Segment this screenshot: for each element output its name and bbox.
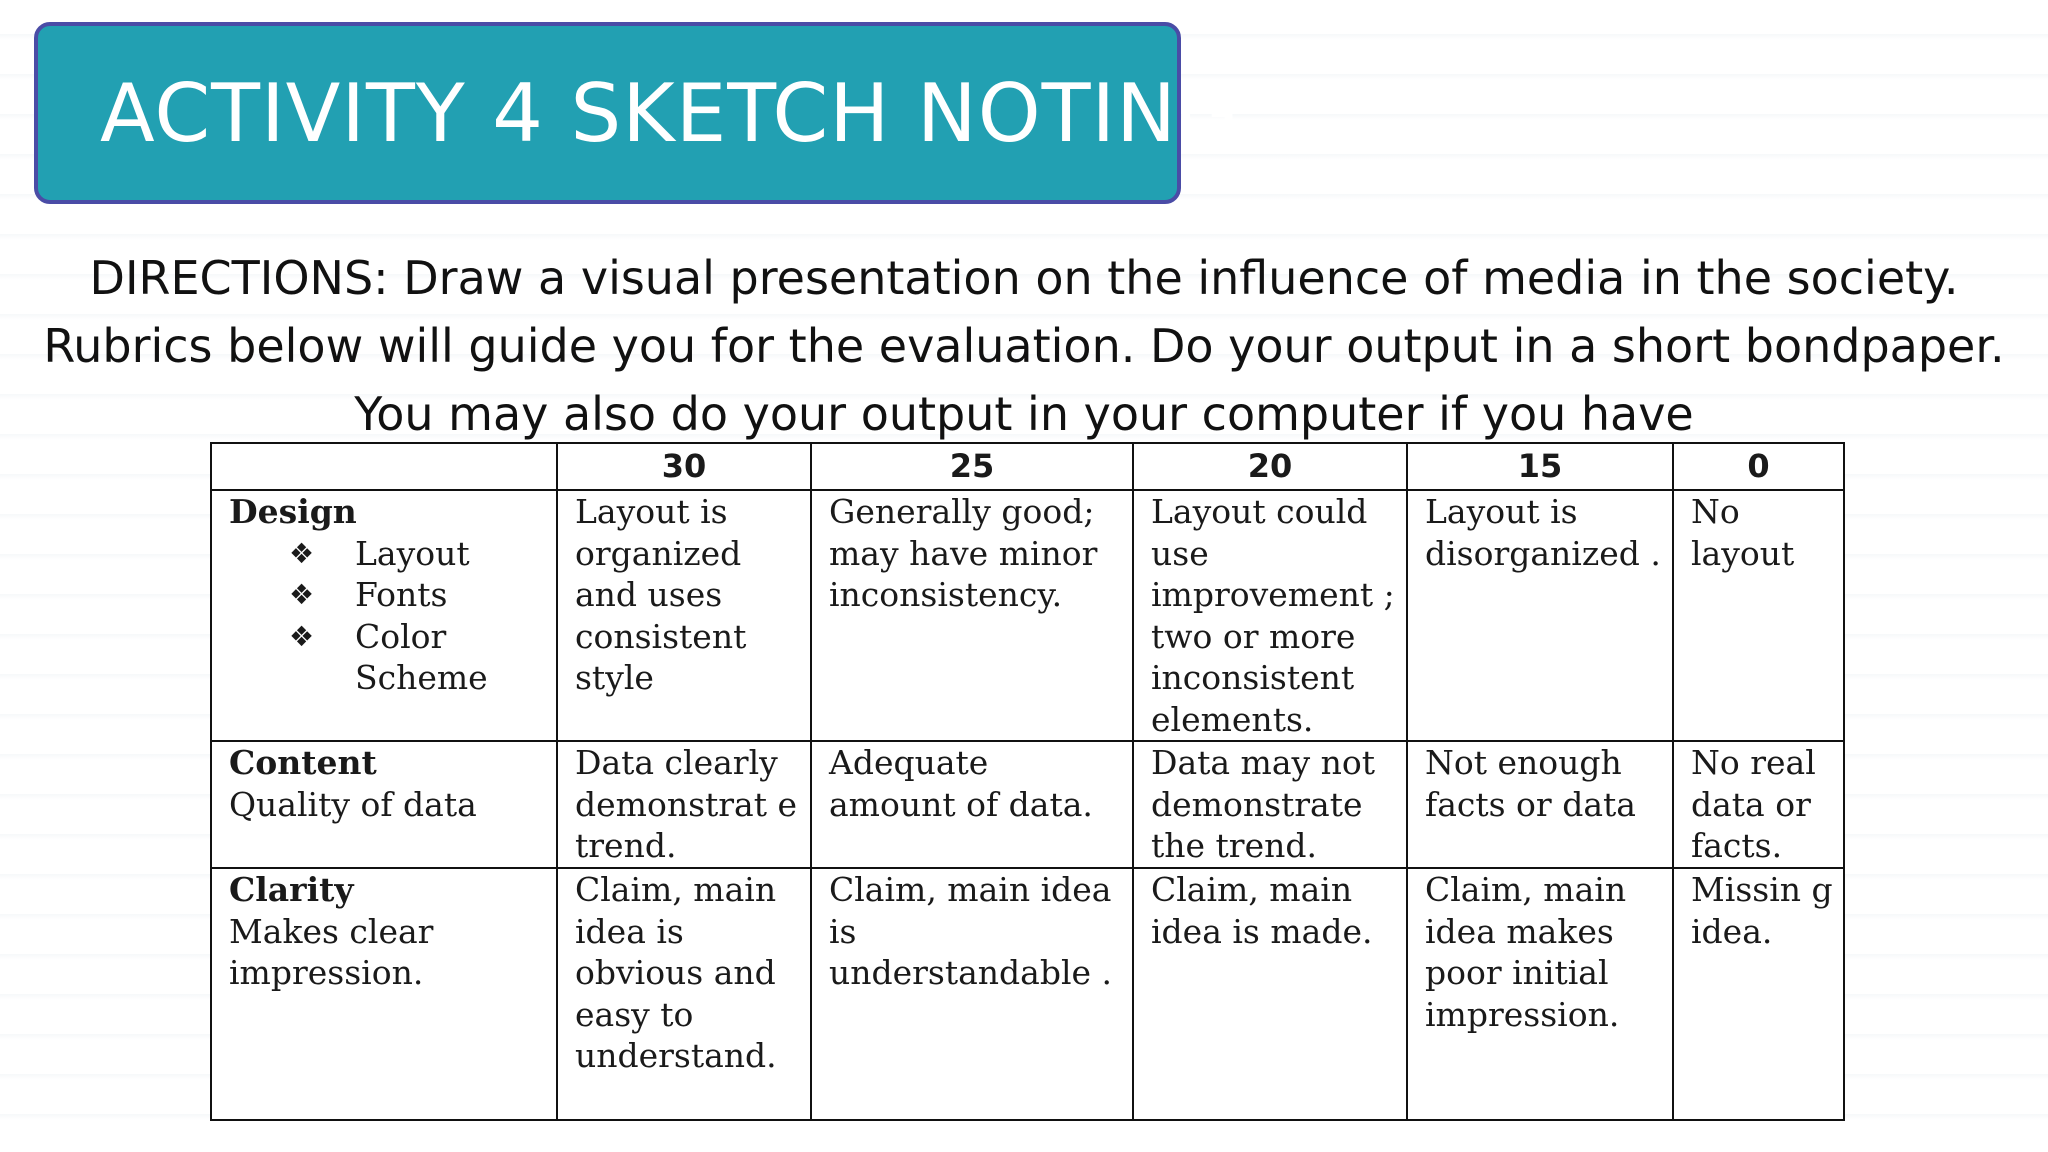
criterion-cell: [211, 741, 557, 868]
criterion-subitem: ❖ Fonts: [289, 575, 448, 614]
rubric-cell: Claim, main idea is understandable .: [811, 868, 1133, 1120]
rubric-cell: Claim, main idea is obvious and easy to understand.: [557, 868, 811, 1120]
rubric-cell: No layout: [1673, 490, 1844, 741]
rubric-cell: Claim, main idea is made.: [1133, 868, 1407, 1120]
rubric-header-row: [211, 443, 1844, 490]
rubric-cell: Data clearly demonstrat e trend.: [557, 741, 811, 868]
criterion-name: Content: [229, 743, 377, 782]
slide-title: ACTIVITY 4 SKETCH NOTING: [100, 66, 1240, 160]
criterion-subtitle: Makes clear impression.: [229, 911, 434, 992]
rubric-header-cell: [211, 443, 557, 490]
rubric-cell: Generally good; may have minor inconsistency.: [811, 490, 1133, 741]
directions-text: DIRECTIONS: Draw a visual presentation on the influence of media in the society. Rubrics below will guide you for the evaluation. Do your output in a short bondpaper. You may also do your output in your computer if you have: [43, 251, 2005, 441]
rubric-row-design: [211, 490, 1844, 741]
diamond-bullet-icon: ❖: [289, 619, 315, 653]
criterion-name: Clarity: [229, 870, 354, 909]
rubric-cell: Data may not demonstrate the trend.: [1133, 741, 1407, 868]
criterion-subitems: [229, 533, 548, 699]
rubric-row-content: [211, 741, 1844, 868]
criterion-subtitle: Quality of data: [229, 784, 477, 824]
rubric-cell: Not enough facts or data: [1407, 741, 1673, 868]
rubric-cell: Claim, main idea makes poor initial impression.: [1407, 868, 1673, 1120]
diamond-bullet-icon: ❖: [289, 536, 315, 570]
rubric-cell: Layout is organized and uses consistent style: [557, 490, 811, 741]
rubric-header-cell: 20: [1133, 443, 1407, 490]
diamond-bullet-icon: ❖: [289, 578, 315, 611]
criterion-cell: [211, 490, 557, 741]
rubric-header-cell: 0: [1673, 443, 1844, 490]
rubric-cell: Layout is disorganized .: [1407, 490, 1673, 741]
rubric-cell: Layout could use improvement ; two or more inconsistent elements.: [1133, 490, 1407, 741]
rubric-row-clarity: [211, 868, 1844, 1120]
rubric-cell: Missin g idea.: [1673, 868, 1844, 1120]
rubric-table: [210, 442, 1845, 1121]
criterion-name: Design: [229, 492, 357, 531]
rubric-header-cell: 15: [1407, 443, 1673, 490]
rubric-cell: Adequate amount of data.: [811, 741, 1133, 868]
criterion-subitem: ❖ Layout: [289, 533, 470, 573]
title-banner: [34, 22, 1240, 204]
rubric-header-cell: 25: [811, 443, 1133, 490]
criterion-cell: [211, 868, 557, 1120]
rubric-cell: No real data or facts.: [1673, 741, 1844, 868]
rubric-header-cell: 30: [557, 443, 811, 490]
criterion-subitem: ❖ Color Scheme: [289, 616, 488, 697]
